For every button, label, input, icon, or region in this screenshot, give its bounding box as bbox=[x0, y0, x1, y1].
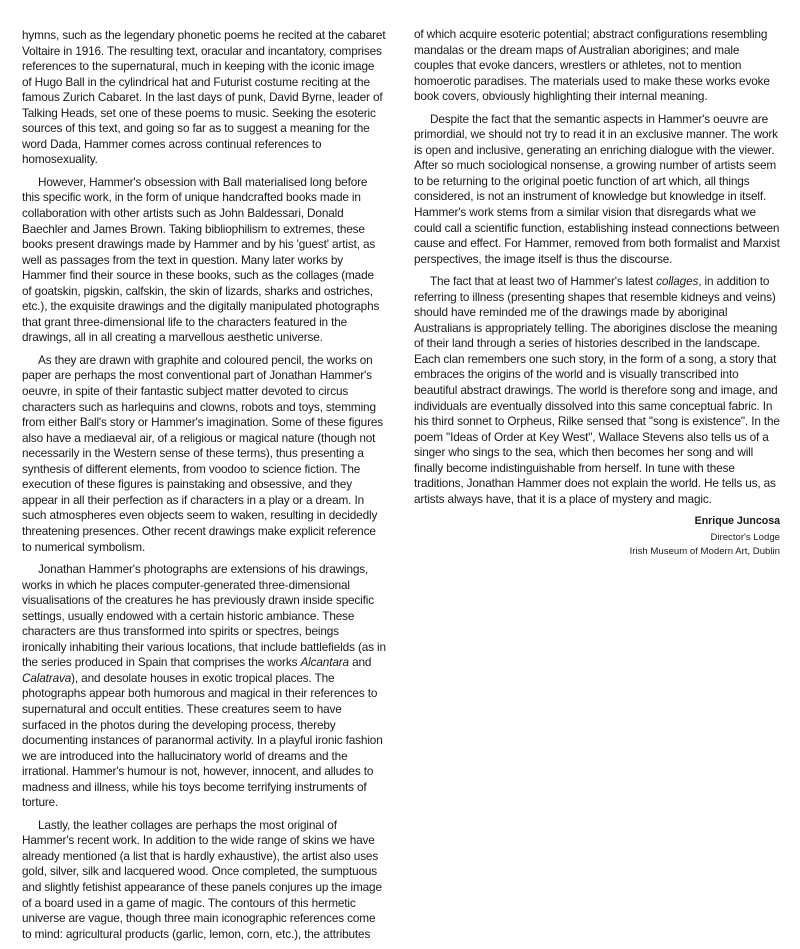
paragraph-works-on-paper: As they are drawn with graphite and coloured pencil, the works on paper are perhaps the most conventional part of Jonathan Hammer's oeuvre, in spite of their fantastic subject matter devoted to circus characters such as harlequins and clowns, robots and toys, stemming from either Ball's story or Hammer's imagination. Some of these figures also have a mediaeval air, of a religious or magical nature (though not necessarily in the Western sense of these terms), thus presenting a synthesis of different elements, from voodoo to science fiction. The execution of these figures is painstaking and obsessive, and they appear in all their perfection as if characters in a play or a dream. In such atmospheres even objects seem to waken, resulting in decidedly threatening presences. Other recent drawings make explicit reference to numerical symbolism. bbox=[22, 352, 384, 554]
paragraph-aboriginal-drawings bbox=[414, 274, 780, 507]
paragraph-text: ), and desolate houses in exotic tropical places. The photographs appear both humorous and magical in their references to supernatural and occult entities. These creatures seem to have surfaced in the photos during the developing process, thereby documenting instances of paranormal activity. In a playful ironic fashion we are introduced into the hallucinatory world of dreams and the irrational. Hammer's humour is not, however, innocent, and alludes to madness and illness, while his toys become terrifying instruments of torture. bbox=[22, 670, 383, 810]
author-title: Director's Lodge bbox=[710, 532, 780, 543]
paragraph-hugo-ball-hymns: hymns, such as the legendary phonetic poems he recited at the cabaret Voltaire in 1916. The resulting text, oracular and incantatory, comprises references to the supernatural, much in keeping with the iconic image of Hugo Ball in the cylindrical hat and Futurist costume reciting at the famous Zurich Cabaret. In the last days of punk, David Byrne, leader of Talking Heads, set one of these poems to music. Seeking the esoteric sources of this text, and going so far as to suggest a meaning for the word Dada, Hammer comes across continual references to homosexuality. bbox=[22, 28, 386, 167]
right-text-column bbox=[414, 27, 780, 514]
paragraph-photographs bbox=[22, 562, 386, 811]
paragraph-semantic-aspects: Despite the fact that the semantic aspects in Hammer's oeuvre are primordial, we should not try to read it in an exclusive manner. The work is open and inclusive, generating an enriching dialogue with the viewer. After so much sociological nonsense, a growing number of artists seem to be returning to the original poetic function of art which, all things considered, is not an instrument of knowledge but knowledge in itself. Hammer's work stems from a similar vision that disregards what we could call a scientific function, establishing instead connections between cause and effect. For Hammer, removed from both formalist and Marxist perspectives, the image itself is thus the discourse. bbox=[414, 111, 780, 266]
paragraph-text: The fact that at least two of Hammer's latest bbox=[430, 274, 657, 289]
paragraph-leather-collages: Lastly, the leather collages are perhaps the most original of Hammer's recent work. In addition to the wide range of skins we have already mentioned (a list that is hardly exhaustive), the artist also uses gold, silver, silk and lacquered wood. Once completed, the sumptuous and slightly fetishist appearance of these panels conjures up the image of a board used in a game of magic. The contours of this hermetic universe are vague, though three main iconographic references come to mind: agricultural products (garlic, lemon, corn, etc.), the attributes bbox=[22, 817, 382, 941]
left-text-column bbox=[22, 28, 386, 949]
paragraph-esoteric-potential: of which acquire esoteric potential; abstract configurations resembling mandalas or the dream maps of Australian aborigines; and male couples that evoke dancers, wrestlers or athletes, not to mention homoerotic paradises. The materials used to make these works evoke book covers, obviously highlighting their internal meaning. bbox=[414, 27, 770, 104]
paragraph-text: Jonathan Hammer's photographs are extensions of his drawings, works in which he places computer-generated three-dimensional visualisations of the creatures he has previously drawn inside specific settings, usually endowed with a certain historic ambiance. These characters are thus transformed into spirits or spectres, beings ironically inhabiting their various locations, that include battlefields (as in the series produced in Spain that comprises the works bbox=[22, 562, 386, 670]
paragraph-handcrafted-books: However, Hammer's obsession with Ball materialised long before this specific work, in the form of unique handcrafted books made in collaboration with other artists such as John Baldessari, Donald Baechler and James Brown. Taking bibliophilism to extremes, these books present drawings made by Hammer and by his 'guest' artist, as well as passages from the text in question. Many later works by Hammer find their source in these books, such as the collages (made of goatskin, pigskin, calfskin, the skin of lizards, sharks and ostriches, etc.), the exquisite drawings and the digitally manipulated photographs that grant three-dimensional life to the characters featured in the drawings, all in all creating a marvellous aesthetic universe. bbox=[22, 174, 380, 345]
term-collages: collages bbox=[656, 274, 699, 289]
paragraph-text: , in addition to referring to illness (presenting shapes that resemble kidneys and veins) should have reminded me of the drawings made by aboriginal Australians is appropriately telling. The aborigines disclose the meaning of their land through a series of histories described in the landscape. Each clan remembers one such story, in the form of a song, a story that embraces the origins of the world and is visually transcribed into beautiful abstract drawings. The world is therefore song and image, and individuals are eventually dissolved into this same conceptual fabric. In his third sonnet to Orpheus, Rilke sensed that "song is existence". In the poem "Ideas of Order at Key West", Wallace Stevens also tells us of a singer who sings to the sea, which then becomes her song and will finally become indistinguishable from herself. In tune with these traditions, Jonathan Hammer does not explain the world. He tells us, as artists always have, that it is a place of mystery and magic. bbox=[414, 274, 780, 506]
work-title-calatrava: Calatrava bbox=[22, 670, 72, 685]
paragraph-text: and bbox=[348, 655, 372, 670]
author-name: Enrique Juncosa bbox=[694, 515, 780, 527]
author-institution: Irish Museum of Modern Art, Dublin bbox=[629, 545, 780, 557]
work-title-alcantara: Alcantara bbox=[300, 655, 349, 670]
author-signature bbox=[414, 513, 780, 558]
